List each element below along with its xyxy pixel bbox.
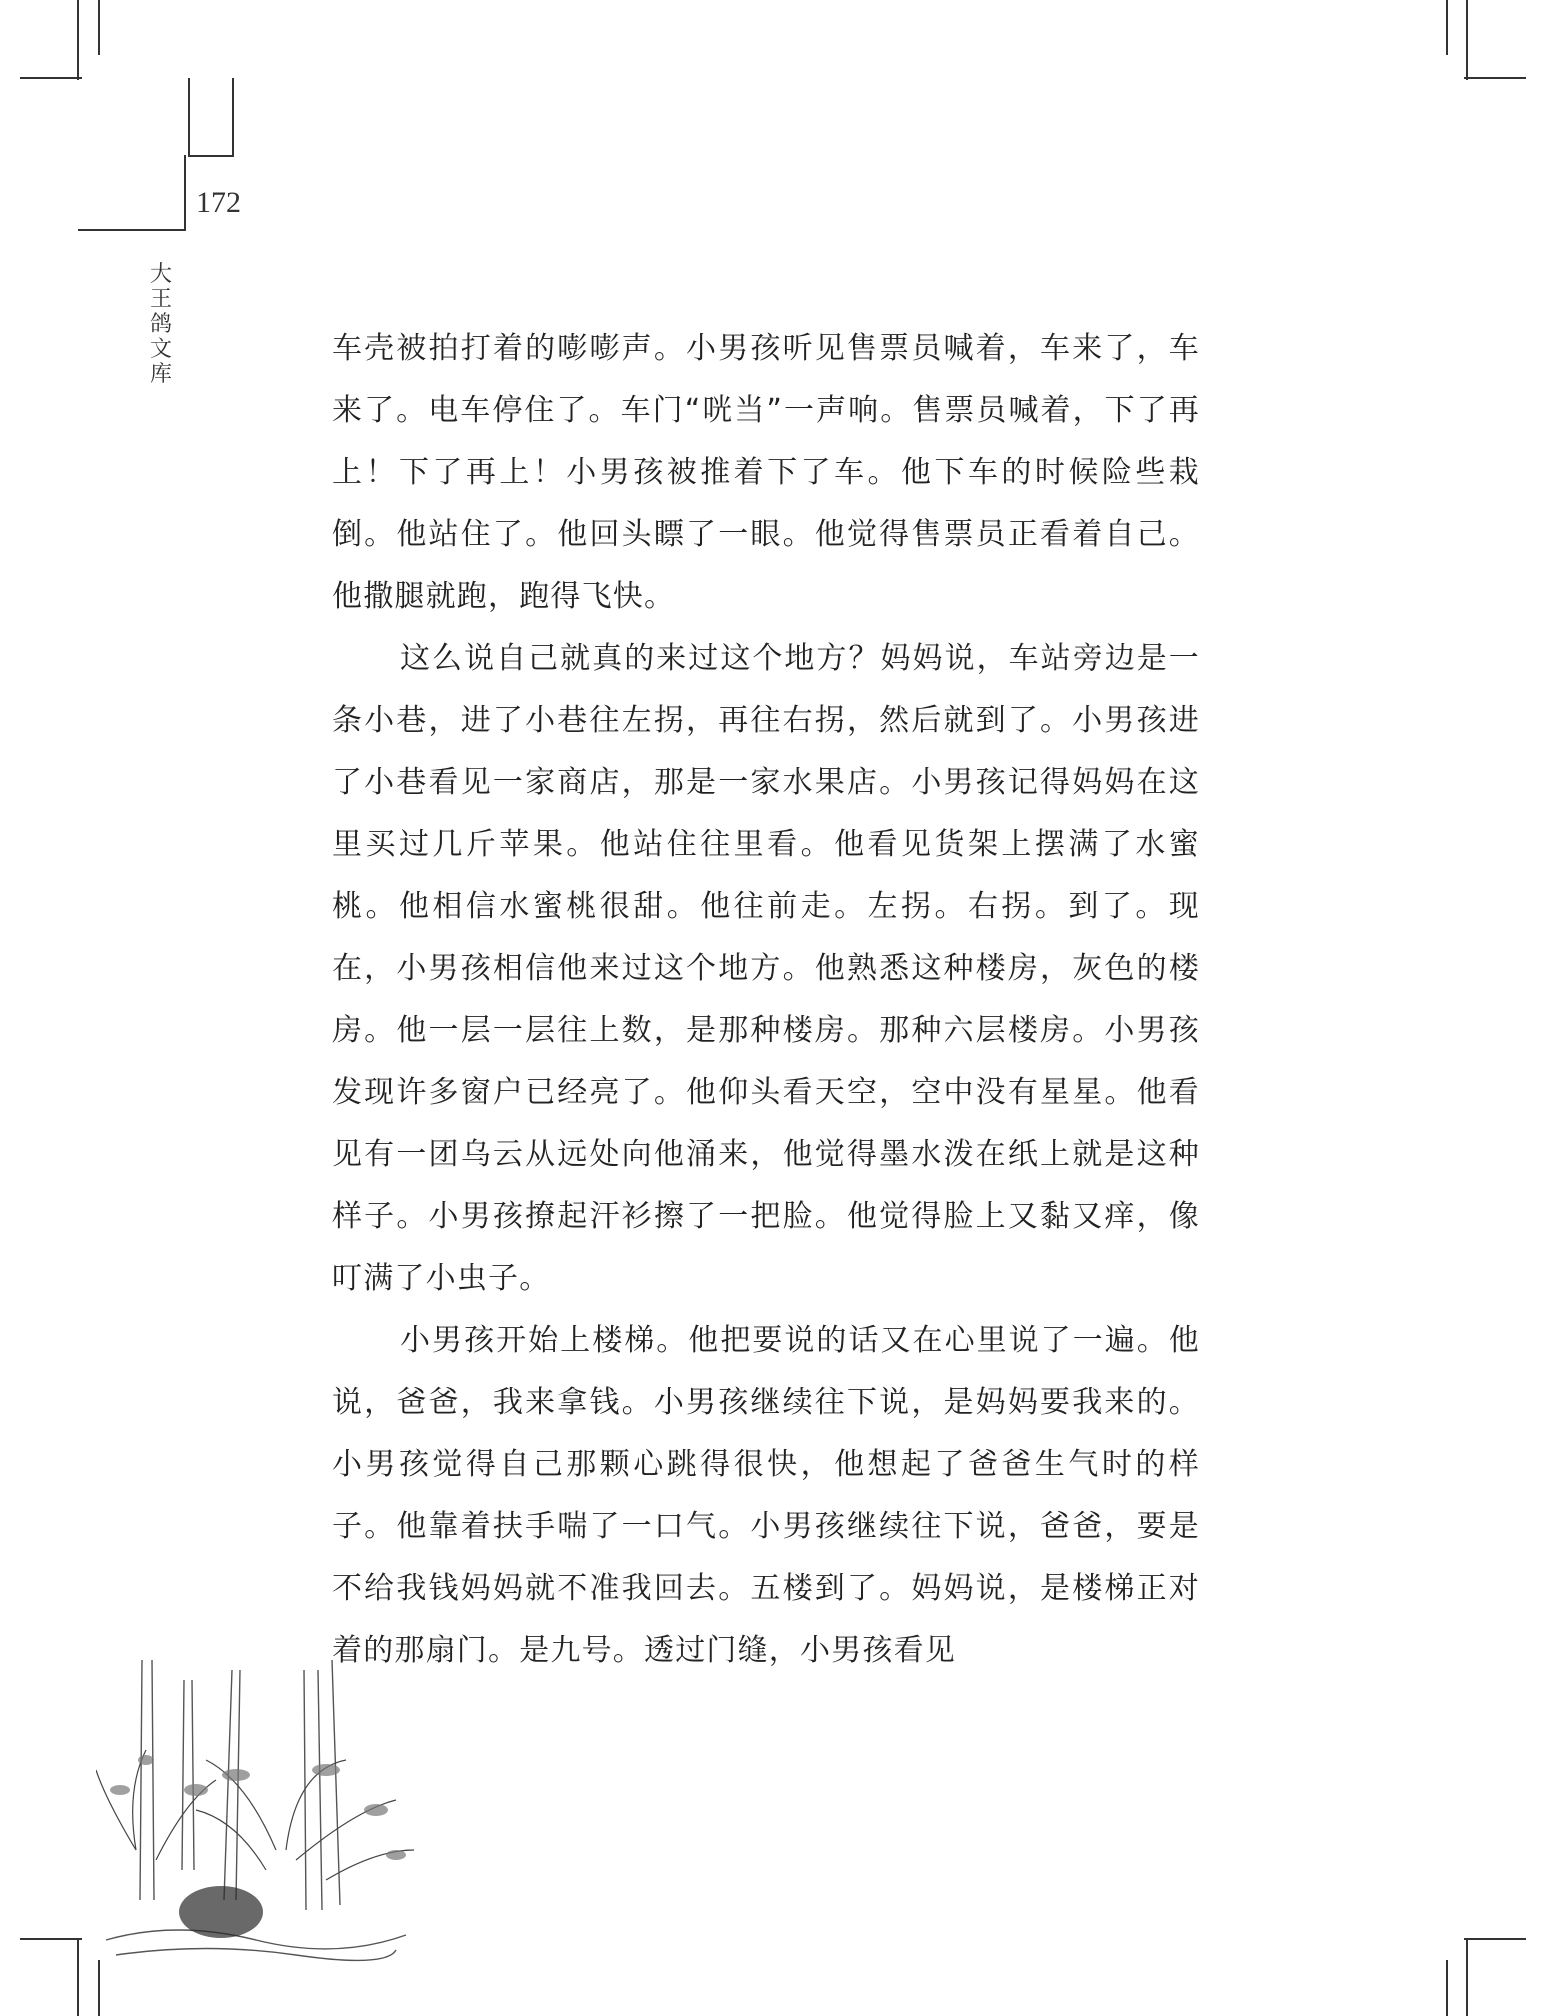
crop-mark (20, 77, 82, 79)
crop-mark (78, 229, 186, 231)
crop-mark (188, 78, 190, 156)
crop-mark (77, 1938, 79, 2016)
series-title: 大王鸽文库 (149, 262, 172, 387)
paragraph: 小男孩开始上楼梯。他把要说的话又在心里说了一遍。他说，爸爸，我来拿钱。小男孩继续往下说，是妈妈要我来的。小男孩觉得自己那颗心跳得很快，他想起了爸爸生气时的样子。他靠着扶手喘了一口气。小男孩继续往下说，爸爸，要是不给我钱妈妈就不准我回去。五楼到了。妈妈说，是楼梯正对着的那扇门。是九号。透过门缝，小男孩看见 (332, 1323, 1200, 1668)
crop-mark (1464, 1938, 1526, 1940)
crop-mark (232, 78, 234, 156)
crop-mark (1466, 0, 1468, 80)
body-text (332, 318, 1200, 1682)
forest-illustration (96, 1650, 416, 1980)
crop-mark (184, 155, 186, 231)
crop-mark (1446, 0, 1448, 55)
crop-mark (188, 155, 234, 157)
paragraph: 这么说自己就真的来过这个地方？妈妈说，车站旁边是一条小巷，进了小巷往左拐，再往右拐，然后就到了。小男孩进了小巷看见一家商店，那是一家水果店。小男孩记得妈妈在这里买过几斤苹果。他站住往里看。他看见货架上摆满了水蜜桃。他相信水蜜桃很甜。他往前走。左拐。右拐。到了。现在，小男孩相信他来过这个地方。他熟悉这种楼房，灰色的楼房。他一层一层往上数，是那种楼房。那种六层楼房。小男孩发现许多窗户已经亮了。他仰头看天空，空中没有星星。他看见有一团乌云从远处向他涌来，他觉得墨水泼在纸上就是这种样子。小男孩撩起汗衫擦了一把脸。他觉得脸上又黏又痒，像叮满了小虫子。 (332, 641, 1200, 1296)
paragraph: 车壳被拍打着的嘭嘭声。小男孩听见售票员喊着，车来了，车来了。电车停住了。车门“咣当”一声响。售票员喊着，下了再上！下了再上！小男孩被推着下了车。他下车的时候险些栽倒。他站住了。他回头瞟了一眼。他觉得售票员正看着自己。他撒腿就跑，跑得飞快。 (332, 331, 1200, 614)
crop-mark (1446, 1960, 1448, 2016)
crop-mark (77, 0, 79, 80)
page-number: 172 (196, 186, 241, 219)
crop-mark (98, 0, 100, 55)
crop-mark (1466, 1938, 1468, 2016)
crop-mark (20, 1938, 82, 1940)
crop-mark (1464, 77, 1526, 79)
